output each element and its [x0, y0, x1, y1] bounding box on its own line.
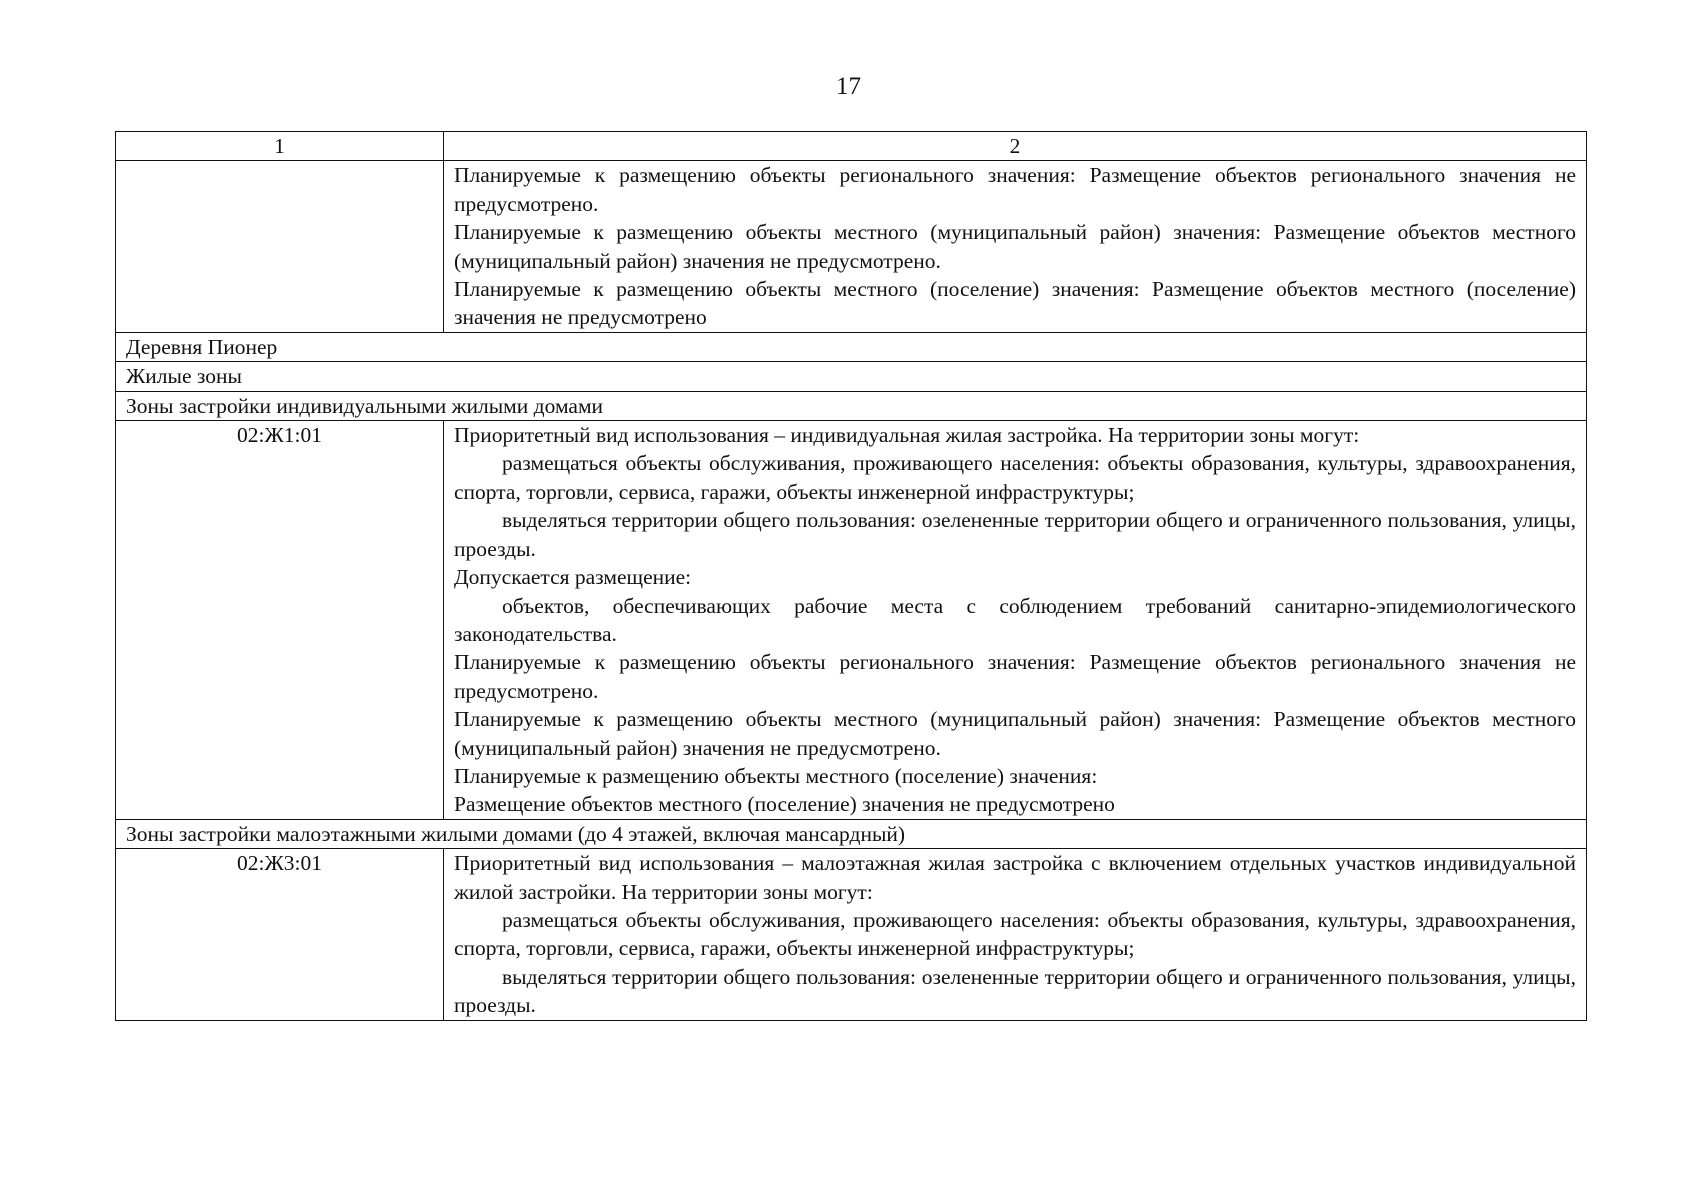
section-heading-lowrise-housing: Зоны застройки малоэтажными жилыми домами (до 4 этажей, включая мансардный) [116, 819, 1587, 848]
table-row [116, 161, 1587, 332]
paragraph: Планируемые к размещению объекты регионального значения: Размещение объектов регионального значения не предусмотрено. [454, 650, 1576, 703]
column-header-1: 1 [116, 132, 444, 161]
paragraph: Планируемые к размещению объекты местного (муниципальный район) значения: Размещение объектов местного (муниципальный район) значения не предусмотрено. [454, 707, 1576, 760]
section-row [116, 362, 1587, 391]
zone-code-cell: 02:Ж1:01 [116, 421, 444, 820]
paragraph: объектов, обеспечивающих рабочие места с соблюдением требований санитарно-эпидемиологического законодательства. [454, 593, 1576, 646]
section-heading-residential: Жилые зоны [116, 362, 1587, 391]
section-row [116, 332, 1587, 361]
table-row [116, 849, 1587, 1020]
zone-code-cell [116, 161, 444, 332]
paragraph: размещаться объекты обслуживания, проживающего населения: объекты образования, культуры, здравоохранения, спорта, торговли, сервиса, гаражи, объекты инженерной инфраструктуры; [454, 907, 1576, 961]
paragraph: Планируемые к размещению объекты регионального значения: Размещение объектов регионального значения не предусмотрено. [454, 163, 1576, 216]
paragraph: выделяться территории общего пользования: озелененные территории общего и ограниченного пользования, улицы, проезды. [454, 964, 1576, 1018]
page-number: 17 [836, 73, 861, 100]
paragraph: выделяться территории общего пользования: озелененные территории общего и ограниченного пользования, улицы, проезды. [454, 508, 1576, 561]
table-row [116, 421, 1587, 820]
zone-description-cell [444, 421, 1587, 820]
paragraph: Планируемые к размещению объекты местного (поселение) значения: [454, 763, 1098, 788]
section-heading-village: Деревня Пионер [116, 332, 1587, 361]
column-header-2: 2 [444, 132, 1587, 161]
paragraph: Планируемые к размещению объекты местного (поселение) значения: Размещение объектов местного (поселение) значения не предусмотрено [454, 277, 1576, 330]
section-heading-individual-housing: Зоны застройки индивидуальными жилыми домами [116, 391, 1587, 420]
table-header-row [116, 132, 1587, 161]
zone-description-cell [444, 849, 1587, 1020]
paragraph: Приоритетный вид использования – малоэтажная жилая застройка с включением отдельных участков индивидуальной жилой застройки. На территории зоны могут: [454, 851, 1576, 904]
paragraph: размещаться объекты обслуживания, проживающего населения: объекты образования, культуры, здравоохранения, спорта, торговли, сервиса, гаражи, объекты инженерной инфраструктуры; [454, 451, 1576, 504]
paragraph: Допускается размещение: [454, 565, 692, 590]
zone-description-cell [444, 161, 1587, 332]
zoning-table [115, 131, 1587, 1021]
section-row [116, 391, 1587, 420]
paragraph: Приоритетный вид использования – индивидуальная жилая застройка. На территории зоны могут: [454, 423, 1360, 448]
zone-code-cell: 02:Ж3:01 [116, 849, 444, 1020]
paragraph: Размещение объектов местного (поселение) значения не предусмотрено [454, 792, 1115, 817]
paragraph: Планируемые к размещению объекты местного (муниципальный район) значения: Размещение объектов местного (муниципальный район) значения не предусмотрено. [454, 220, 1576, 273]
section-row [116, 819, 1587, 848]
